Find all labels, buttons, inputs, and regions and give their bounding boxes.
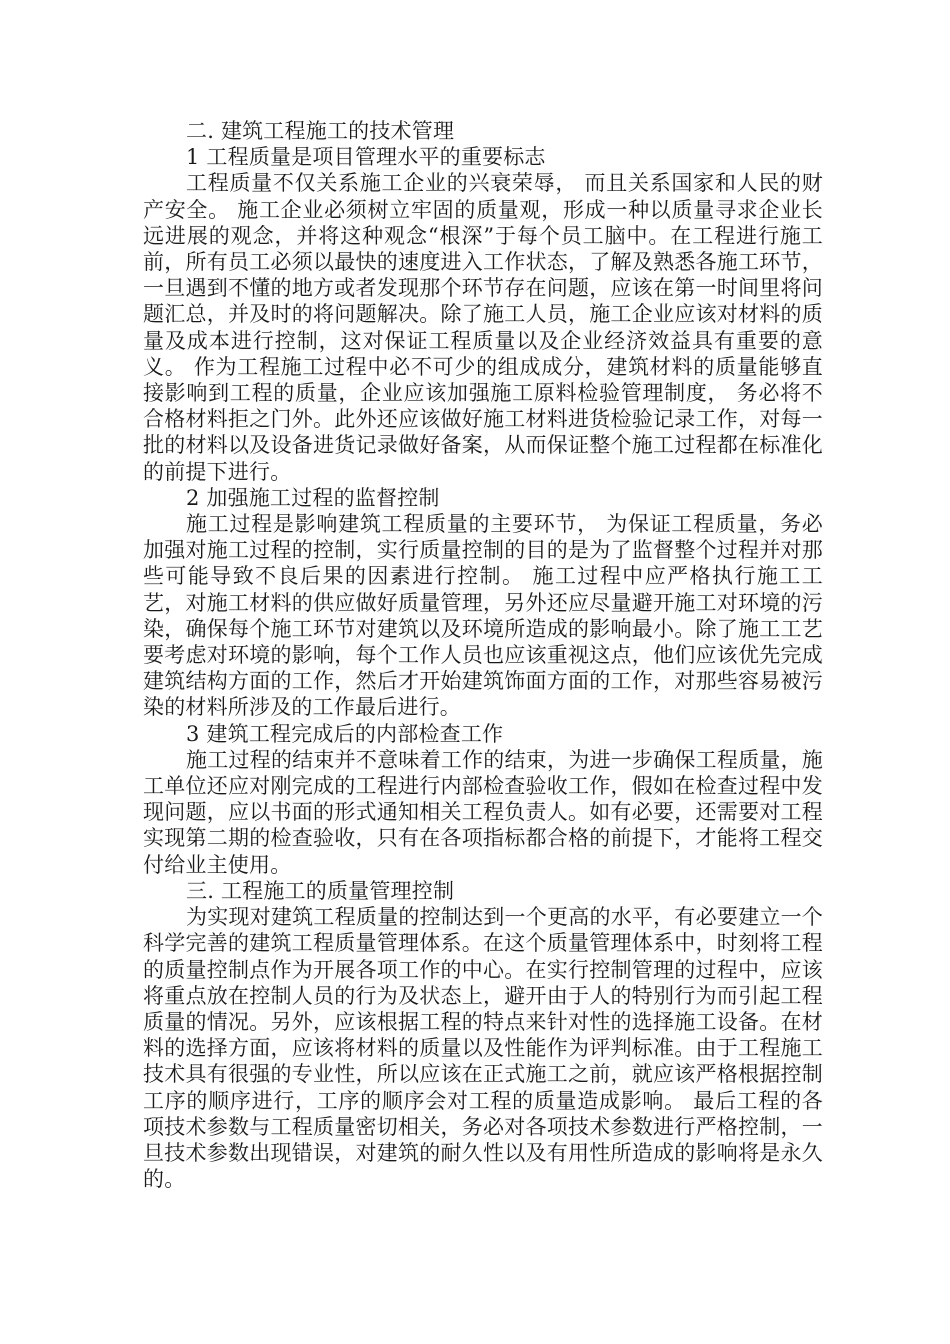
subsection-3-paragraph: 施工过程的结束并不意味着工作的结束，为进一步确保工程质量，施工单位还应对刚完成的工程进行内部检查验收工作，假如在检查过程中发现问题，应以书面的形式通知相关工程负责人。如有必要，还需要对工程实现第二期的检查验收，只有在各项指标都合格的前提下，才能将工程交付给业主使用。 bbox=[143, 747, 823, 877]
section-3-heading: 三. 工程施工的质量管理控制 bbox=[186, 878, 455, 903]
document-page bbox=[143, 118, 823, 1192]
subsection-2-heading: 2 加强施工过程的监督控制 bbox=[186, 485, 440, 510]
subsection-3-heading: 3 建筑工程完成后的内部检查工作 bbox=[186, 721, 504, 746]
subsection-1-heading: 1 工程质量是项目管理水平的重要标志 bbox=[186, 145, 546, 170]
section-3-paragraph: 为实现对建筑工程质量的控制达到一个更高的水平，有必要建立一个科学完善的建筑工程质量管理体系。在这个质量管理体系中，时刻将工程的质量控制点作为开展各项工作的中心。在实行控制管理的过程中，应该将重点放在控制人员的行为及状态上，避开由于人的特别行为而引起工程质量的情况。另外，应该根据工程的特点来针对性的选择施工设备。在材料的选择方面，应该将材料的质量以及性能作为评判标准。由于工程施工技术具有很强的专业性，所以应该在正式施工之前，就应该严格根据控制工序的顺序进行，工序的顺序会对工程的质量造成影响。 最后工程的各项技术参数与工程质量密切相关，务必对各项技术参数进行严格控制，一旦技术参数出现错误，对建筑的耐久性以及有用性所造成的影响将是永久的。 bbox=[143, 905, 823, 1192]
subsection-1-paragraph: 工程质量不仅关系施工企业的兴衰荣辱， 而且关系国家和人民的财产安全。 施工企业必须树立牢固的质量观，形成一种以质量寻求企业长远进展的观念，并将这种观念“根深”于每个员工脑中。在工程进行施工前，所有员工必须以最快的速度进入工作状态，了解及熟悉各施工环节，一旦遇到不懂的地方或者发现那个环节存在问题，应该在第一时间里将问题汇总，并及时的将问题解决。除了施工人员，施工企业应该对材料的质量及成本进行控制，这对保证工程质量以及企业经济效益具有重要的意义。 作为工程施工过程中必不可少的组成成分，建筑材料的质量能够直接影响到工程的质量，企业应该加强施工原料检验管理制度， 务必将不合格材料拒之门外。此外还应该做好施工材料进货检验记录工作，对每一批的材料以及设备进货记录做好备案，从而保证整个施工过程都在标准化的前提下进行。 bbox=[143, 171, 823, 484]
subsection-2-paragraph: 施工过程是影响建筑工程质量的主要环节， 为保证工程质量，务必加强对施工过程的控制，实行质量控制的目的是为了监督整个过程并对那些可能导致不良后果的因素进行控制。 施工过程中应严格执行施工工艺，对施工材料的供应做好质量管理，另外还应尽量避开施工对环境的污染，确保每个施工环节对建筑以及环境所造成的影响最小。除了施工工艺要考虑对环境的影响，每个工作人员也应该重视这点，他们应该优先完成建筑结构方面的工作，然后才开始建筑饰面方面的工作，对那些容易被污染的材料所涉及的工作最后进行。 bbox=[143, 512, 823, 720]
section-2-heading: 二. 建筑工程施工的技术管理 bbox=[186, 119, 455, 143]
